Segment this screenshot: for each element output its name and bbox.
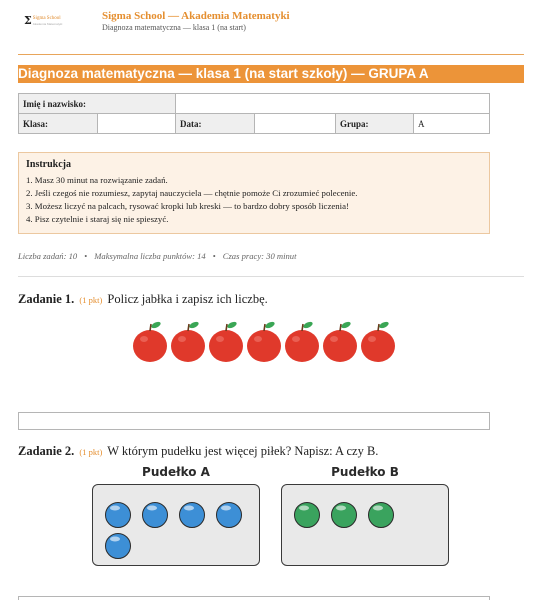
ball-icon [180, 503, 205, 528]
task-text: W którym pudełku jest więcej piłek? Napisz: A czy B. [107, 444, 379, 458]
instructions-box [18, 152, 490, 234]
student-info-table [18, 93, 490, 134]
ball-icon [295, 503, 320, 528]
ball-icon [369, 503, 394, 528]
box-a [92, 484, 260, 566]
logo-tagline: Akademia Matematyki [32, 21, 63, 26]
task-number: Zadanie 1. [18, 292, 75, 306]
class-field[interactable] [98, 114, 176, 134]
ball-icon [106, 534, 131, 559]
date-field[interactable] [255, 114, 336, 134]
page-header [18, 10, 524, 54]
date-label: Data: [176, 114, 255, 134]
ball-icon [106, 503, 131, 528]
meta-separator: • [212, 251, 216, 261]
ball-icon [332, 503, 357, 528]
box-b-label: Pudełko B [331, 465, 399, 479]
apple-icon [285, 321, 319, 362]
class-label: Klasa: [19, 114, 98, 134]
instruction-line: 4. Pisz czytelnie i staraj się nie spieszyć. [26, 214, 169, 224]
school-name: Sigma School — Akademia Matematyki [102, 10, 290, 22]
group-value: A [414, 114, 490, 134]
instruction-line: 3. Możesz liczyć na palcach, rysować kropki lub kreski — to bardzo dobry sposób liczenia! [26, 201, 349, 211]
box-a-label: Pudełko A [142, 465, 210, 479]
apple-icon [209, 321, 243, 362]
instructions-title: Instrukcja [26, 159, 72, 170]
meta-divider [18, 276, 524, 277]
name-field[interactable] [176, 94, 490, 114]
apple-icon [323, 321, 357, 362]
apples-illustration [130, 320, 400, 364]
header-subtitle: Diagnoza matematyczna — klasa 1 (na start) [102, 23, 246, 32]
task-1-answer-field[interactable] [18, 412, 490, 430]
group-label: Grupa: [336, 114, 414, 134]
instruction-line: 2. Jeśli czegoś nie rozumiesz, zapytaj nauczyciela — chętnie pomoże Ci zrozumieć polecenie. [26, 188, 358, 198]
header-divider [18, 54, 524, 55]
box-a-balls [93, 485, 258, 564]
page-title: Diagnoza matematyczna — klasa 1 (na start szkoły) — GRUPA A [18, 65, 524, 83]
apple-icon [247, 321, 281, 362]
sigma-logo-icon: Σ [24, 14, 32, 27]
ball-icon [143, 503, 168, 528]
instruction-line: 1. Masz 30 minut na rozwiązanie zadań. [26, 175, 168, 185]
task-points: (1 pkt) [79, 295, 103, 305]
apple-icon [171, 321, 205, 362]
task-points: (1 pkt) [79, 447, 103, 457]
task-2-heading [18, 444, 378, 459]
ball-icon [217, 503, 242, 528]
apple-icon [361, 321, 395, 362]
task-1-heading [18, 292, 268, 307]
apple-icon [133, 321, 167, 362]
task-text: Policz jabłka i zapisz ich liczbę. [107, 292, 268, 306]
school-logo [24, 14, 62, 27]
task-count: Liczba zadań: 10 [18, 251, 78, 261]
task-number: Zadanie 2. [18, 444, 75, 458]
box-b [281, 484, 449, 566]
meta-separator: • [84, 251, 88, 261]
name-label: Imię i nazwisko: [19, 94, 176, 114]
logo-name: Sigma School [32, 15, 61, 21]
box-b-balls [282, 485, 447, 564]
task-2-answer-field[interactable] [18, 596, 490, 600]
max-points: Maksymalna liczba punktów: 14 [94, 251, 206, 261]
test-meta [18, 251, 296, 261]
work-time: Czas pracy: 30 minut [222, 251, 297, 261]
